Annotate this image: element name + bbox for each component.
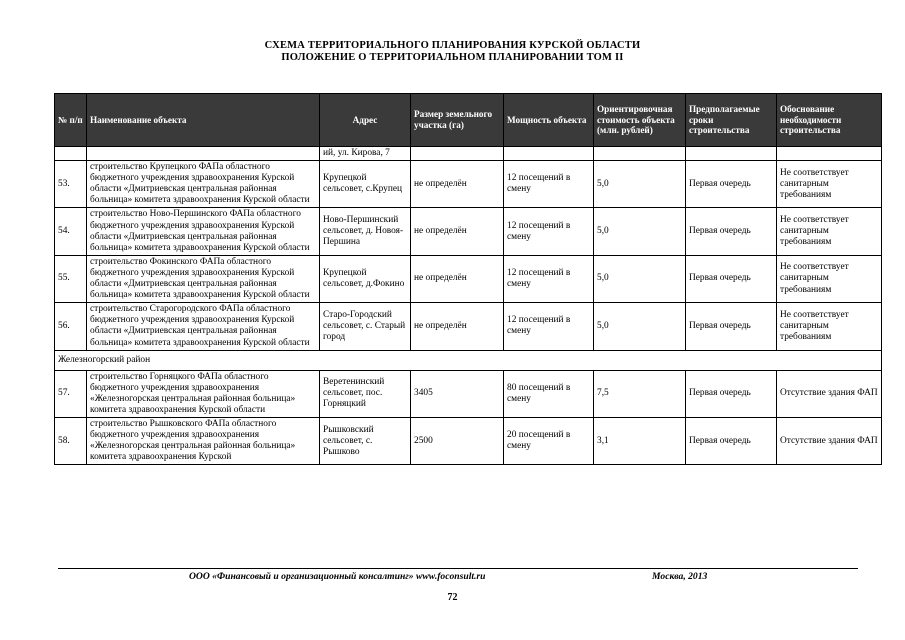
footer-rule (58, 568, 858, 569)
cell-terms: Первая очередь (686, 255, 777, 302)
continuation-address: ий, ул. Кирова, 7 (320, 147, 411, 161)
cell-reason: Не соответствует санитарным требованиям (777, 161, 882, 208)
cell-cost: 5,0 (594, 303, 686, 350)
cell-reason: Не соответствует санитарным требованиям (777, 303, 882, 350)
table-row (55, 303, 882, 350)
page-number: 72 (447, 592, 458, 603)
cell-terms: Первая очередь (686, 303, 777, 350)
cell-reason: Не соответствует санитарным требованиям (777, 255, 882, 302)
cell-area: 2500 (411, 418, 504, 465)
cell-capacity: 12 посещений в смену (504, 303, 594, 350)
cell-reason: Отсутствие здания ФАП (777, 370, 882, 417)
cell-name: строительство Фокинского ФАПа областного бюджетного учреждения здравоохранения Курской области «Дмитриевская центральная районная больница» комитета здравоохранения Курской области (87, 255, 320, 302)
cell-num: 58. (55, 418, 87, 465)
cell-num: 54. (55, 208, 87, 255)
cell-capacity: 12 посещений в смену (504, 255, 594, 302)
cell-num: 55. (55, 255, 87, 302)
document-title: СХЕМА ТЕРРИТОРИАЛЬНОГО ПЛАНИРОВАНИЯ КУРСКОЙ ОБЛАСТИ (264, 40, 641, 51)
objects-table (54, 93, 882, 465)
table-row (55, 208, 882, 255)
table-row (55, 418, 882, 465)
district-row (55, 350, 882, 370)
footer-city-year: Москва, 2013 (652, 571, 708, 582)
col-num-header: № п/п (55, 94, 87, 147)
table-row (55, 255, 882, 302)
district-name: Железногорский район (55, 350, 882, 370)
cell-address: Рышковский сельсовет, с. Рышково (320, 418, 411, 465)
cell-area: не определён (411, 255, 504, 302)
table-row (55, 370, 882, 417)
cell-area: не определён (411, 303, 504, 350)
cell-address: Веретенинский сельсовет, пос. Горняцкий (320, 370, 411, 417)
cell-address: Крупецкой сельсовет, с.Крупец (320, 161, 411, 208)
cell-area: 3405 (411, 370, 504, 417)
col-reason-header: Обоснование необходимости строительства (777, 94, 882, 147)
cell-reason: Не соответствует санитарным требованиям (777, 208, 882, 255)
cell-address: Крупецкой сельсовет, д.Фокино (320, 255, 411, 302)
col-capacity-header: Мощность объекта (504, 94, 594, 147)
cell-terms: Первая очередь (686, 161, 777, 208)
cell-terms: Первая очередь (686, 208, 777, 255)
cell-reason: Отсутствие здания ФАП (777, 418, 882, 465)
table-row (55, 161, 882, 208)
cell-cost: 5,0 (594, 255, 686, 302)
cell-capacity: 12 посещений в смену (504, 208, 594, 255)
cell-address: Ново-Першинский сельсовет, д. Новоя-Першина (320, 208, 411, 255)
col-name-header: Наименование объекта (87, 94, 320, 147)
cell-terms: Первая очередь (686, 370, 777, 417)
cell-capacity: 20 посещений в смену (504, 418, 594, 465)
cell-cost: 7,5 (594, 370, 686, 417)
cell-area: не определён (411, 208, 504, 255)
cell-name: строительство Горняцкого ФАПа областного бюджетного учреждения здравоохранения «Железногорская центральная районная больница» комитета здравоохранения Курской области (87, 370, 320, 417)
cell-cost: 5,0 (594, 208, 686, 255)
cell-num: 56. (55, 303, 87, 350)
document-subtitle: ПОЛОЖЕНИЕ О ТЕРРИТОРИАЛЬНОМ ПЛАНИРОВАНИИ ТОМ II (281, 52, 624, 63)
cell-capacity: 80 посещений в смену (504, 370, 594, 417)
col-terms-header: Предполагаемые сроки строительства (686, 94, 777, 147)
col-cost-header: Ориентировочная стоимость объекта (млн. рублей) (594, 94, 686, 147)
cell-terms: Первая очередь (686, 418, 777, 465)
cell-address: Старо-Городский сельсовет, с. Старый город (320, 303, 411, 350)
cell-capacity: 12 посещений в смену (504, 161, 594, 208)
cell-area: не определён (411, 161, 504, 208)
cell-name: строительство Крупецкого ФАПа областного бюджетного учреждения здравоохранения Курской области «Дмитриевская центральная районная больница» комитета здравоохранения Курской области (87, 161, 320, 208)
col-address-header: Адрес (320, 94, 411, 147)
continuation-row (55, 147, 882, 161)
col-area-header: Размер земельного участка (га) (411, 94, 504, 147)
cell-name: строительство Ново-Першинского ФАПа областного бюджетного учреждения здравоохранения Курской области «Дмитриевская центральная районная больница» комитета здравоохранения Курской области (87, 208, 320, 255)
cell-num: 57. (55, 370, 87, 417)
cell-name: строительство Рышковского ФАПа областного бюджетного учреждения здравоохранения «Железногорская центральная районная больница» комитета здравоохранения Курской (87, 418, 320, 465)
cell-num: 53. (55, 161, 87, 208)
cell-cost: 3,1 (594, 418, 686, 465)
cell-name: строительство Старогородского ФАПа областного бюджетного учреждения здравоохранения Курской области «Дмитриевская центральная районная больница» комитета здравоохранения Курской области (87, 303, 320, 350)
cell-cost: 5,0 (594, 161, 686, 208)
table-header (55, 94, 882, 147)
footer-company: ООО «Финансовый и организационный консалтинг» www.foconsult.ru (189, 571, 486, 582)
